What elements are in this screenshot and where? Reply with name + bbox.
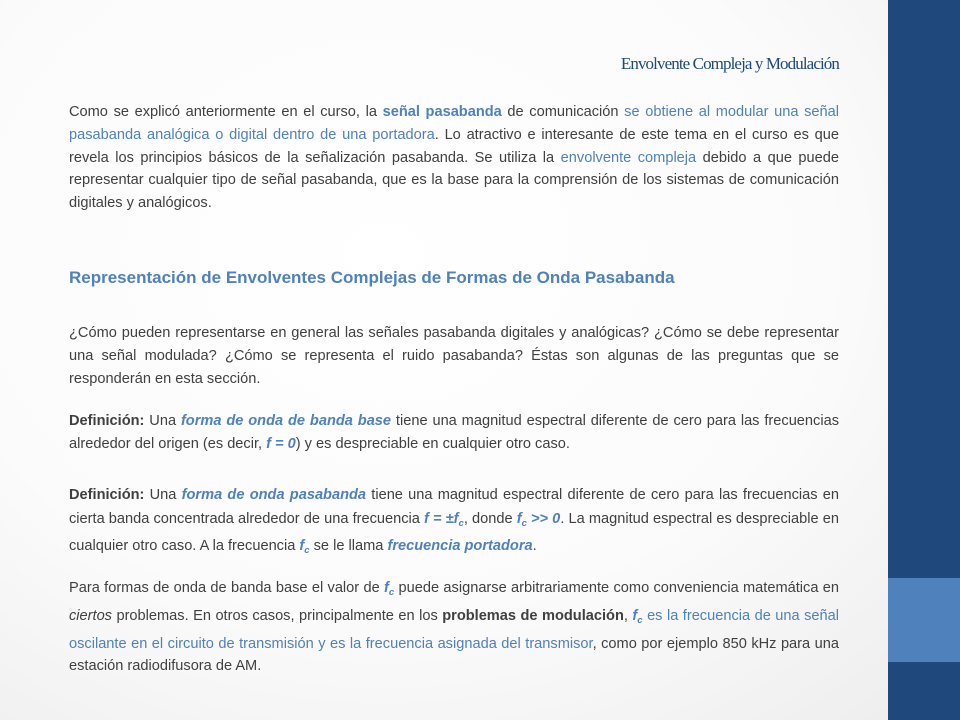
equation-fc-much-greater <box>517 511 561 527</box>
term-baseband: forma de onda de banda base <box>180 413 392 429</box>
definition-text: se le llama <box>309 538 388 554</box>
highlight-oscillating-signal: es la frecuencia de una señal oscilante en el circuito de transmisión y es la frecuencia asignada del transmisor <box>69 607 839 652</box>
sidebar-accent-band <box>888 578 960 662</box>
definition-text: ) y es despreciable en cualquier otro caso. <box>295 435 570 452</box>
definition-text: Una <box>144 413 181 429</box>
equation-fc <box>384 580 394 596</box>
equation-text: f <box>516 510 522 527</box>
carrier-text: problemas. En otros casos, principalmente en los <box>111 607 443 624</box>
carrier-text: , <box>623 607 633 624</box>
carrier-text: puede asignarse arbitrariamente como conveniencia matemática en <box>394 580 839 596</box>
subscript-c: c <box>304 545 310 556</box>
carrier-text: Para formas de onda de banda base el valor de <box>69 580 385 596</box>
italic-ciertos: ciertos <box>69 607 112 624</box>
equation-f-zero: f = 0 <box>266 435 296 452</box>
baseband-definition <box>69 410 839 456</box>
equation-text: f <box>632 607 638 624</box>
highlight-bandpass-signal: señal pasabanda <box>382 104 502 120</box>
subscript-c: c <box>388 587 395 598</box>
questions-paragraph: ¿Cómo pueden representarse en general las señales pasabanda digitales y analógicas? ¿Cómo se debe representar una señal modulada? ¿Cómo se representa el ruido pasabanda? Éstas son algunas de las preguntas que se responderán en esta sección. <box>69 325 839 387</box>
definition-text: tiene una magnitud espectral diferente de cero para las frecuencias en cierta banda concentrada alrededor de una frecuencia <box>69 487 840 527</box>
intro-paragraph <box>69 101 839 215</box>
equation-text: f <box>299 538 305 554</box>
slide-title: Envolvente Compleja y Modulación <box>620 54 839 73</box>
definition-label: Definición: <box>69 413 145 429</box>
carrier-paragraph <box>69 577 839 678</box>
term-carrier-frequency: frecuencia portadora <box>387 538 533 554</box>
definition-label: Definición: <box>69 487 145 503</box>
intro-text: Como se explicó anteriormente en el curso, la <box>69 104 383 120</box>
term-bandpass: forma de onda pasabanda <box>181 487 367 503</box>
equation-fc <box>299 538 309 554</box>
intro-text: debido a que puede representar cualquier tipo de señal pasabanda, que es la base para la comprensión de los sistemas de comunicación digitales y analógicos. <box>69 149 840 212</box>
highlight-complex-envelope: envolvente compleja <box>560 149 697 166</box>
highlight-modulation: se obtiene al modular una señal pasabanda analógica o digital dentro de una portadora <box>69 104 839 143</box>
equation-text: >> 0 <box>526 510 561 527</box>
subscript-c: c <box>458 517 464 529</box>
bandpass-definition <box>69 484 839 563</box>
equation-fc <box>632 608 642 624</box>
definition-text: Una <box>144 487 182 503</box>
equation-f-plusminus-fc <box>424 511 464 527</box>
definition-text: . La magnitud espectral es despreciable en cualquier otro caso. A la frecuencia <box>69 510 839 554</box>
equation-text: f = ±f <box>424 510 459 527</box>
sidebar-dark-top <box>888 0 960 578</box>
sidebar-dark-bottom <box>888 662 960 720</box>
definition-text: tiene una magnitud espectral diferente de cero para las frecuencias alrededor del origen (es decir, <box>69 413 839 452</box>
definition-text: . <box>532 538 537 554</box>
section-heading: Representación de Envolventes Complejas de Formas de Onda Pasabanda <box>69 268 675 287</box>
equation-text: f <box>384 580 389 596</box>
subscript-c: c <box>637 614 643 626</box>
intro-text: de comunicación <box>501 104 625 120</box>
subscript-c: c <box>521 517 527 529</box>
intro-text: . Lo atractivo e interesante de este tema en el curso es que revela los principios básicos de la señalización pasabanda. Se utiliza la <box>69 126 839 166</box>
bold-modulation-problems: problemas de modulación <box>442 607 624 624</box>
definition-text: , donde <box>463 510 517 527</box>
carrier-text: , como por ejemplo 850 kHz para una estación radiodifusora de AM. <box>69 635 839 675</box>
